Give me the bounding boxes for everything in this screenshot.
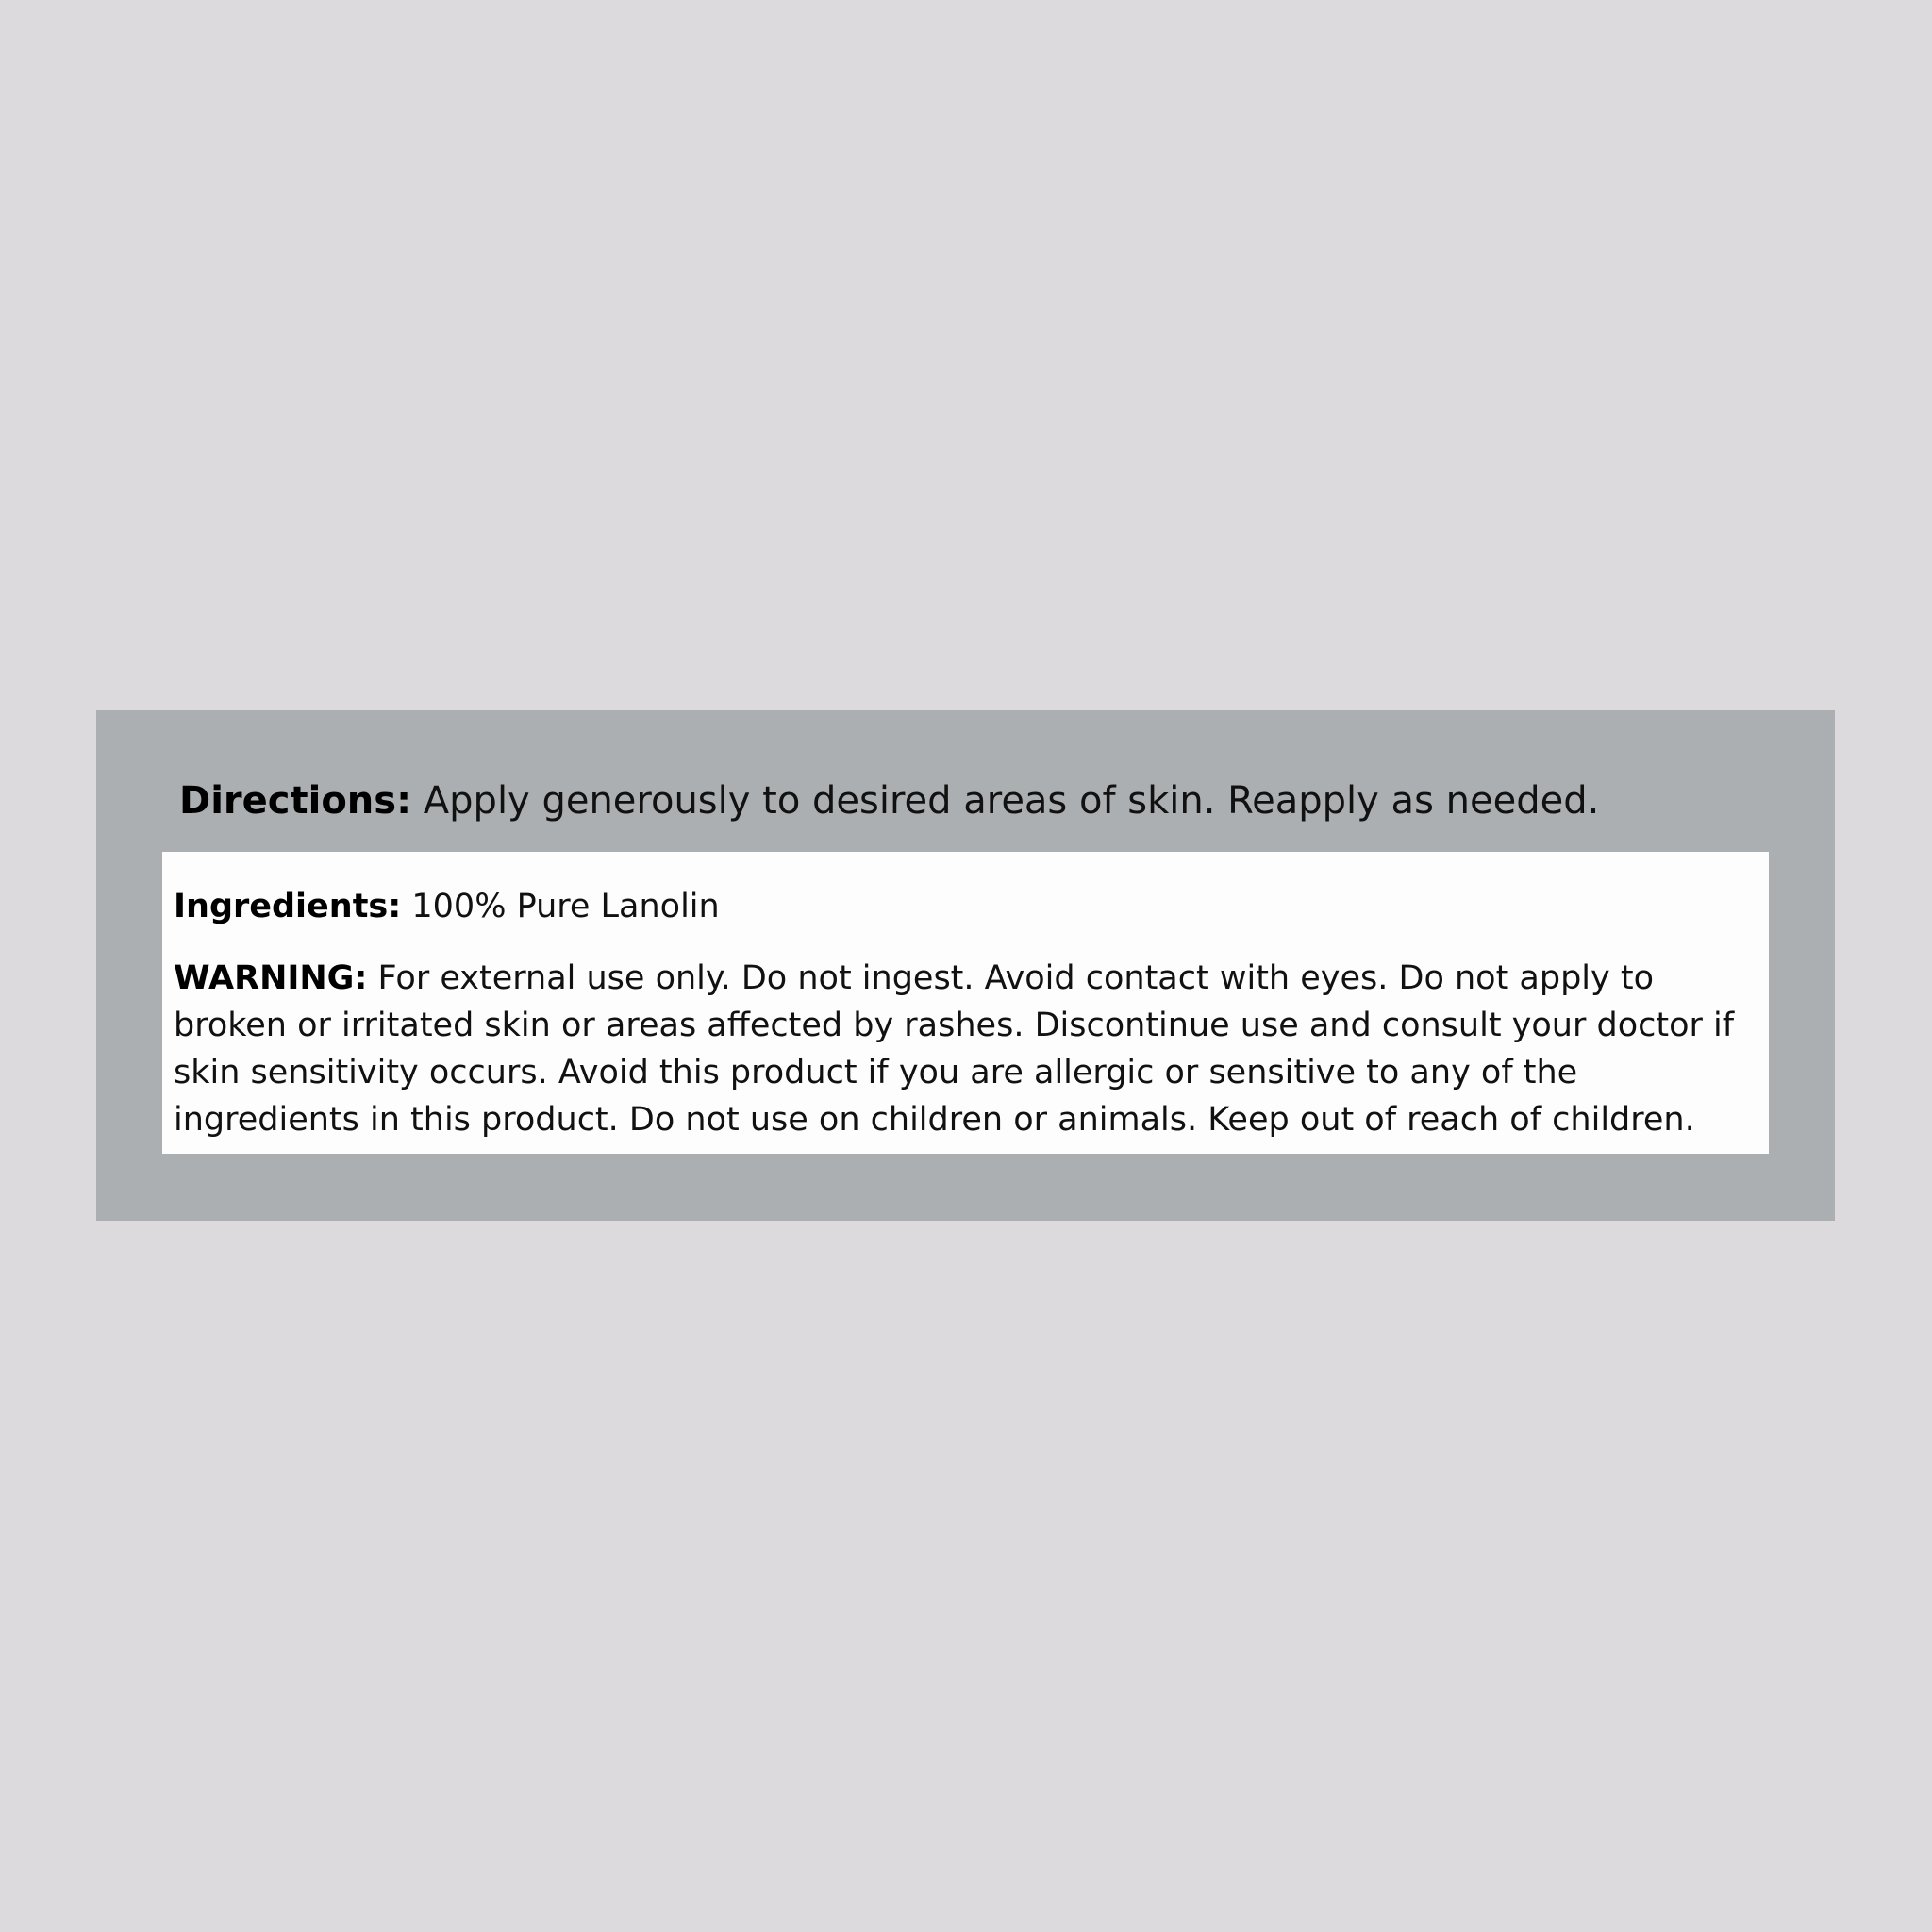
ingredients-label: Ingredients: [174, 888, 402, 925]
warning-text: For external use only. Do not ingest. Avoid contact with eyes. Do not apply to broken or irritated skin or areas affected by rashes. Discontinue use and consult your doctor if skin sensitivity occurs. Avoid this product if you are allergic or sensitive to any of the ingredients in this product. Do not use on children or animals. Keep out of reach of children. [174, 959, 1735, 1139]
directions-line [179, 776, 1783, 825]
warning-paragraph [174, 955, 1757, 1143]
ingredients-text: 100% Pure Lanolin [401, 888, 720, 925]
directions-label: Directions: [179, 779, 412, 823]
label-panel [96, 710, 1835, 1221]
ingredients-warning-box [162, 852, 1769, 1154]
directions-text: Apply generously to desired areas of skin. Reapply as needed. [411, 779, 1600, 823]
ingredients-line [174, 886, 1757, 927]
warning-label: WARNING: [174, 959, 368, 997]
